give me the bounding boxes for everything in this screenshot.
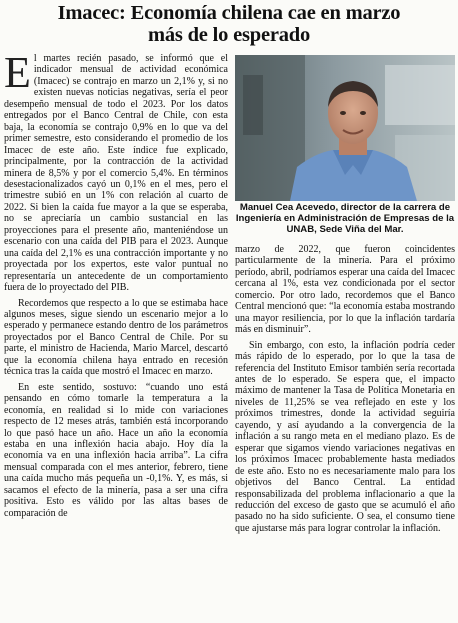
article-column-left xyxy=(4,48,228,523)
article-paragraph: marzo de 2022, que fueron coincidentes particularmente de la minería. Para el próximo período, abril, podríamos esperar una caída del Imacec cercana al 1%, esta vez condicionada por el sector comercio. Por otro lado, recordemos que el Banco Central mencionó que: “la economía estaba mostrando una mayor resiliencia, por lo que la inflación tardaría más en disminuir”. xyxy=(235,244,455,336)
portrait-photo xyxy=(235,55,455,201)
article-paragraph: Recordemos que respecto a lo que se estimaba hace algunos meses, sigue siendo un escenario mejor a lo esperado y permanece estando dentro de los parámetros proyectados por el Banco Central de Chile. Por su parte, el ministro de Hacienda, Mario Marcel, descartó que la economía chilena haya entrado en recesión técnica tras la caída que mostró el Imacec en marzo. xyxy=(4,297,228,378)
title-line-1: Imacec: Economía chilena cae en marzo xyxy=(57,2,401,24)
portrait-photo-image xyxy=(235,55,455,201)
photo-caption: Manuel Cea Acevedo, director de la carrera de Ingeniería en Administración de Empresas de la UNAB, Sede Viña del Mar. xyxy=(235,202,455,236)
article-column-right xyxy=(235,244,455,538)
article-paragraph: En este sentido, sostuvo: “cuando uno está pensando en cómo tomarle la temperatura a la economía, en realidad si lo mide con variaciones respecto de 12 meses atrás, también está incorporando lo que pasó hace un año. Hace un año la economía estaba en una inflexión hacia abajo. Hoy día la economía va en una inflexión hacia arriba”. La cifra mensual comparada con el mes anterior, febrero, tiene una caída mucho más pequeña un -0,1%. Y, es más, si sacamos el efecto de la minería, pasa a ser una cifra positiva. Esto es válido por las altas bases de comparación de xyxy=(4,381,228,519)
dropcap-letter: E xyxy=(4,48,31,97)
title-line-2: más de lo esperado xyxy=(147,24,311,46)
page-title xyxy=(4,2,454,46)
article-paragraph xyxy=(4,48,228,294)
article-paragraph: Sin embargo, con esto, la inflación podría ceder más rápido de lo esperado, por lo que la tasa de referencia del Instituto Emisor también sería recortada antes de lo esperado. Se espera que, el impacto máximo de mantener la Tasa de Política Monetaria en niveles de 11,25% se vea reflejado en este y los próximos trimestres, donde la actividad seguiría cayendo, y así ayudando a la convergencia de la inflación a su rango meta en el mediano plazo. Es de esperar que sigamos viendo variaciones negativas en los próximos Imacec probablemente hasta mediados de este año. Esto no es necesariamente malo para los objetivos del Banco Central. La entidad responsabilizada del problema inflacionario a que la reducción del exceso de gasto que se acumuló el año pasado no ha sido suficiente. O sea, el consumo tiene que ajustarse más para lograr controlar la inflación. xyxy=(235,339,455,534)
paragraph-text: l martes recién pasado, se informó que el indicador mensual de actividad económica (Imacec) se contrajo en marzo un 2,1% y, si no existen nuevas noticias negativas, sería el peor desempeño mensual de todo el 2023. Por los datos entregados por el Banco Central de Chile, con esta baja, la economía se contrajo 0,9% en lo que va del primer semestre, esto considerando el promedio de los Imacec de este año. Este índice fue explicado, principalmente, por la contracción de la actividad minera de 8,5% y por el comercio 5,4%. En términos desestacionalizados cayó un 0,1% en el mes, pero el trimestre subió en un 1% con relación al cuarto de 2022. Si bien la caída fue mayor a la que se esperaba, no se apreciaría un cambio sustancial en las proyecciones para el presente año, manteniéndose un escenario con una caída del PIB para el 2023. Aunque una caída del 2,1% es una contracción importante y no proyectada por los expertos, este valor puntual no representaría un antecedente de un comportamiento fuera de lo proyectado del PIB. xyxy=(4,53,228,294)
